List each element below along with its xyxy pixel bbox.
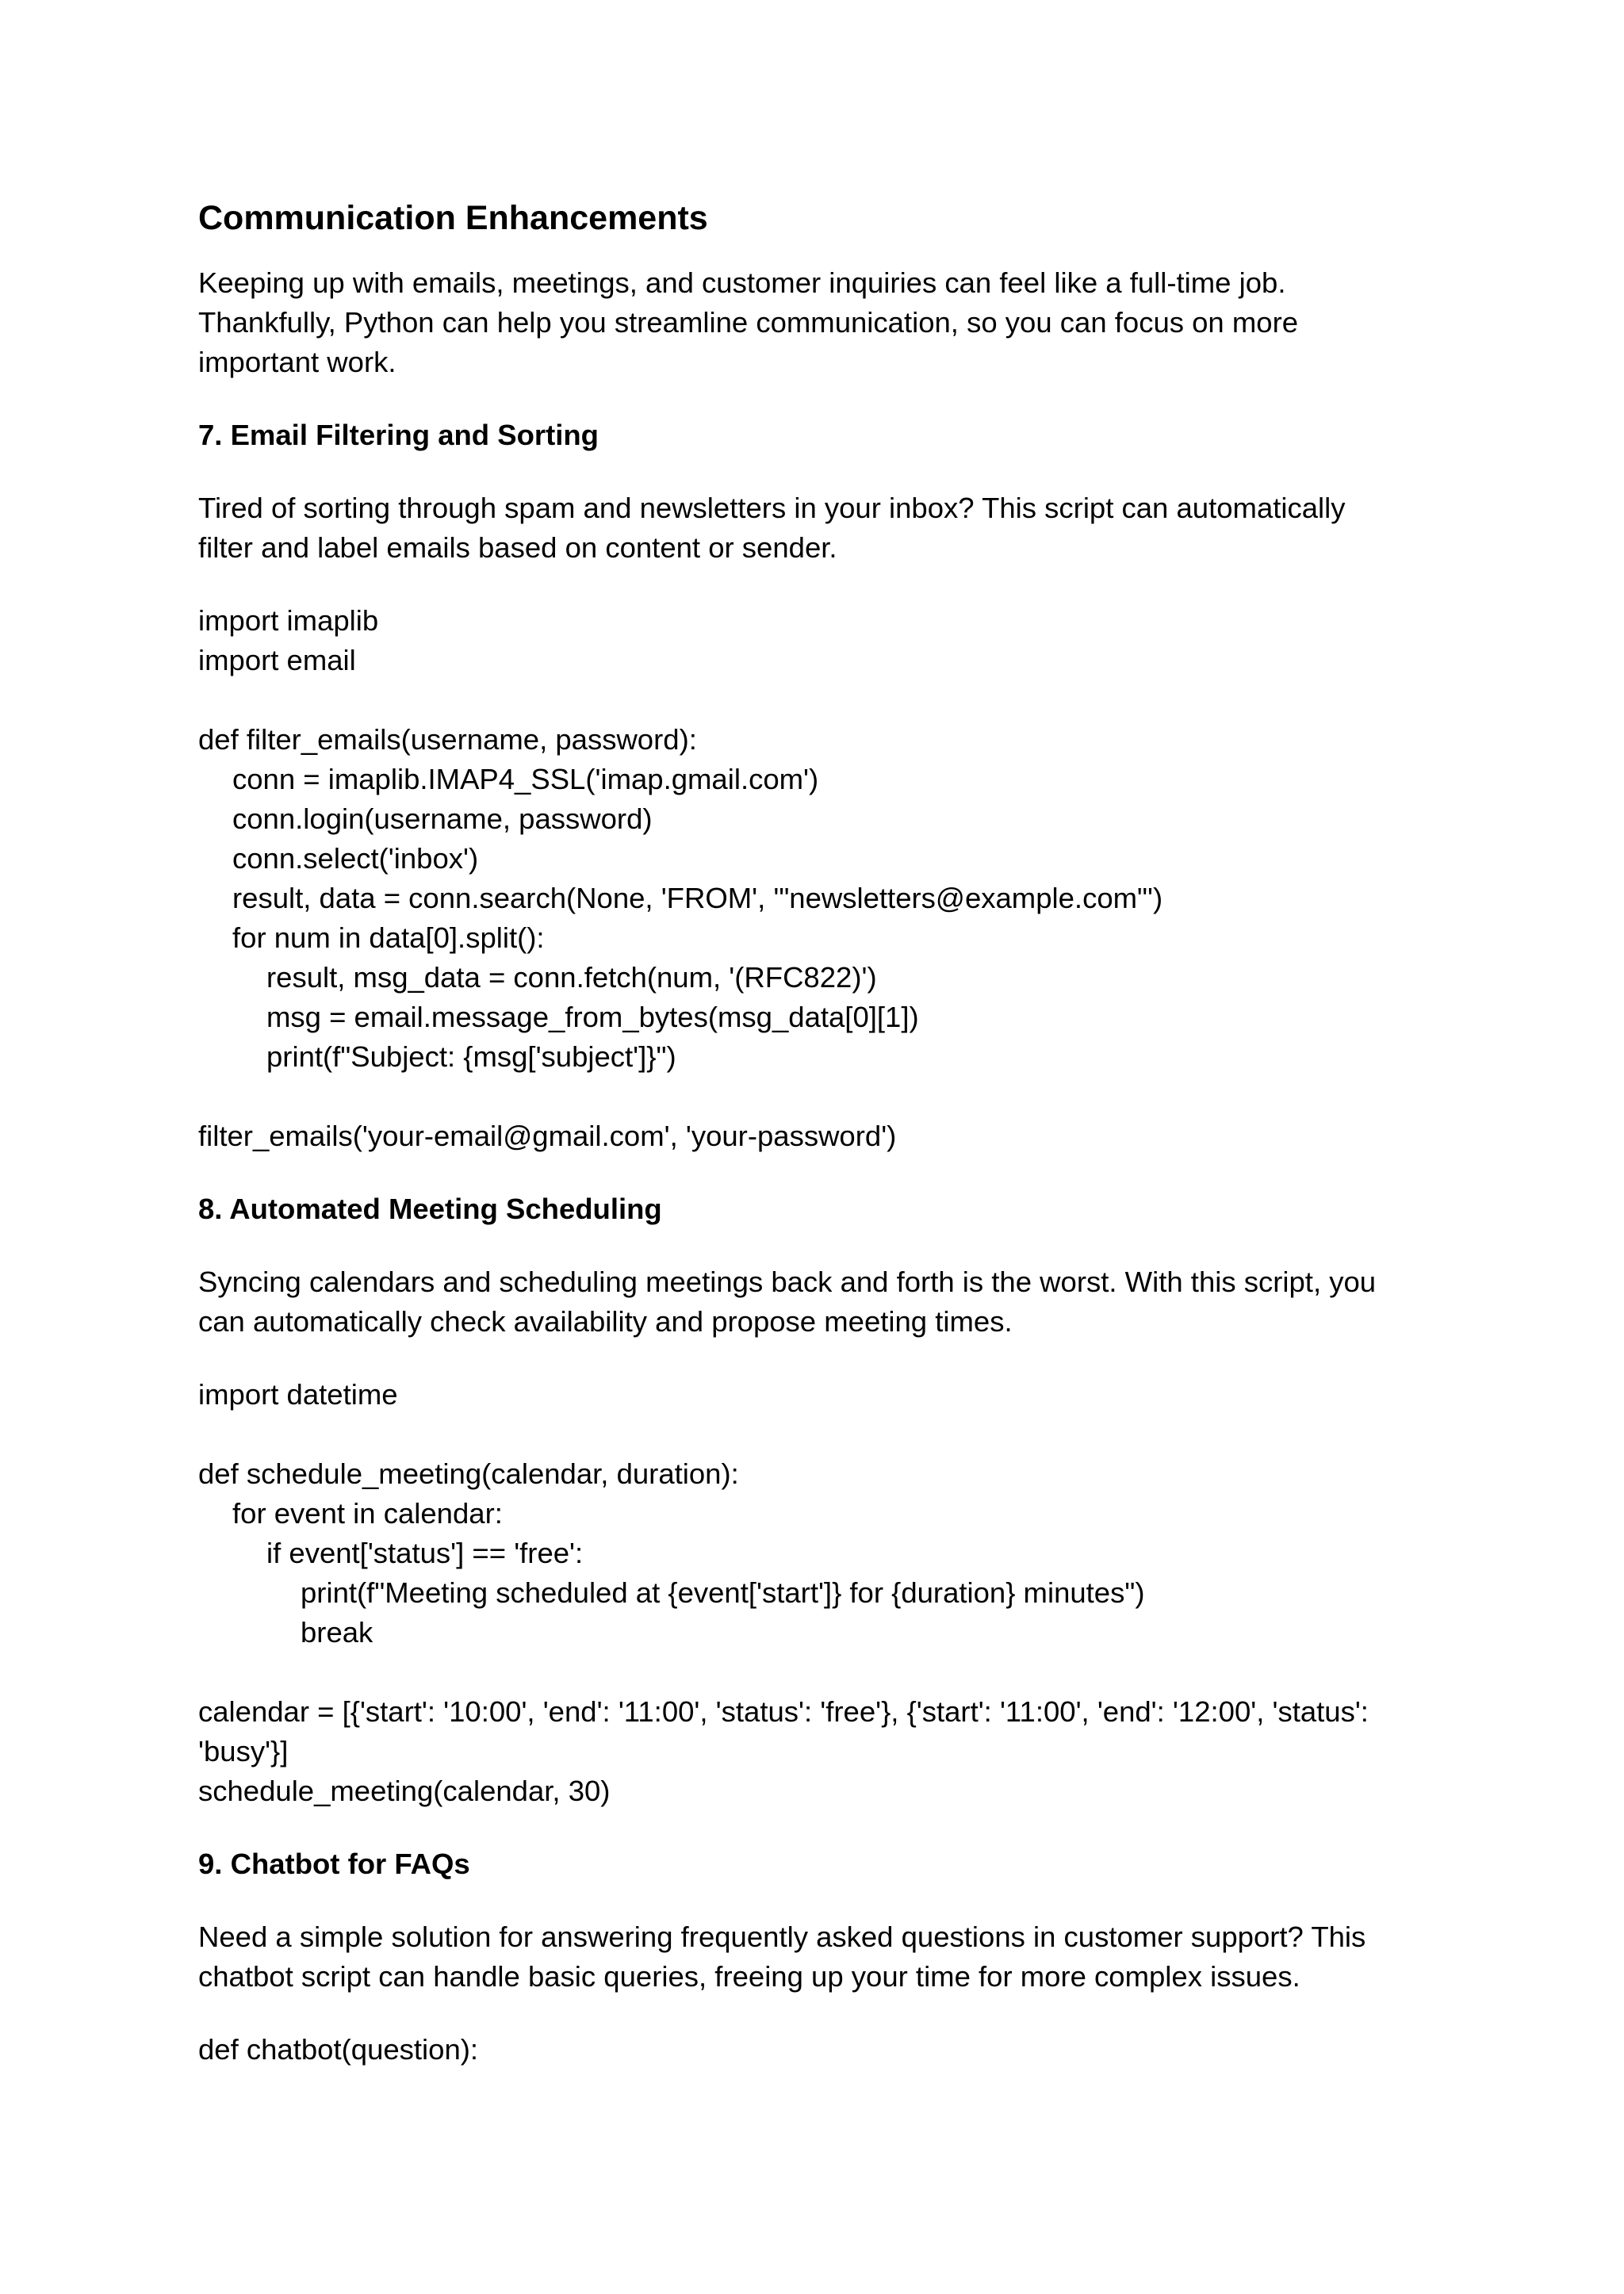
section-description — [198, 1917, 1435, 1997]
code-block-email-filtering — [198, 601, 1435, 1156]
code-line: def chatbot(question): — [198, 2033, 479, 2066]
code-line: schedule_meeting(calendar, 30) — [198, 1775, 611, 1807]
code-line: 'busy'}] — [198, 1735, 289, 1767]
code-line: filter_emails('your-email@gmail.com', 'your-password') — [198, 1120, 897, 1152]
code-line: result, data = conn.search(None, 'FROM', '"newsletters@example.com"') — [232, 882, 1163, 914]
section-description — [198, 1262, 1435, 1342]
code-line: conn.login(username, password) — [232, 802, 653, 835]
code-line: print(f"Meeting scheduled at {event['start']} for {duration} minutes") — [301, 1576, 1145, 1609]
code-block-meeting-scheduling — [198, 1375, 1435, 1811]
code-line: import email — [198, 644, 356, 676]
code-line-blank — [198, 1077, 1435, 1116]
code-line: msg = email.message_from_bytes(msg_data[0][1]) — [266, 1001, 919, 1033]
code-line-blank — [198, 680, 1435, 720]
code-line-blank — [198, 1415, 1435, 1454]
description-line: can automatically check availability and propose meeting times. — [198, 1305, 1013, 1338]
description-line: filter and label emails based on content or sender. — [198, 531, 837, 564]
code-line: for event in calendar: — [232, 1497, 503, 1530]
intro-line: important work. — [198, 346, 396, 378]
section-heading-faq-chatbot: 9. Chatbot for FAQs — [198, 1848, 470, 1880]
code-line: import imaplib — [198, 604, 379, 637]
code-line: conn = imaplib.IMAP4_SSL('imap.gmail.com') — [232, 763, 819, 795]
code-line: def filter_emails(username, password): — [198, 723, 697, 756]
page-title: Communication Enhancements — [198, 199, 708, 237]
intro-line: Thankfully, Python can help you streamline communication, so you can focus on more — [198, 306, 1299, 339]
section-heading-email-filtering: 7. Email Filtering and Sorting — [198, 419, 599, 451]
description-line: Tired of sorting through spam and newsletters in your inbox? This script can automatically — [198, 492, 1346, 524]
code-line: conn.select('inbox') — [232, 842, 479, 875]
code-line: break — [301, 1616, 373, 1649]
code-line: print(f"Subject: {msg['subject']}") — [266, 1040, 676, 1073]
code-line: if event['status'] == 'free': — [266, 1537, 584, 1569]
code-line: def schedule_meeting(calendar, duration): — [198, 1457, 739, 1490]
section-heading-meeting-scheduling: 8. Automated Meeting Scheduling — [198, 1193, 662, 1225]
document-page — [198, 195, 1435, 2103]
description-line: Syncing calendars and scheduling meetings back and forth is the worst. With this script, you — [198, 1266, 1377, 1298]
code-line: import datetime — [198, 1378, 398, 1411]
section-description — [198, 488, 1435, 568]
code-line-blank — [198, 1653, 1435, 1692]
code-line: calendar = [{'start': '10:00', 'end': '11:00', 'status': 'free'}, {'start': '11:00', 'end': '12:00', 'status': — [198, 1695, 1369, 1728]
code-line: result, msg_data = conn.fetch(num, '(RFC822)') — [266, 961, 877, 994]
code-line: for num in data[0].split(): — [232, 921, 545, 954]
description-line: chatbot script can handle basic queries, freeing up your time for more complex issues. — [198, 1960, 1300, 1993]
intro-line: Keeping up with emails, meetings, and customer inquiries can feel like a full-time job. — [198, 266, 1286, 299]
intro-paragraph — [198, 263, 1435, 382]
code-block-faq-chatbot — [198, 2030, 1435, 2070]
description-line: Need a simple solution for answering frequently asked questions in customer support? This — [198, 1921, 1366, 1953]
